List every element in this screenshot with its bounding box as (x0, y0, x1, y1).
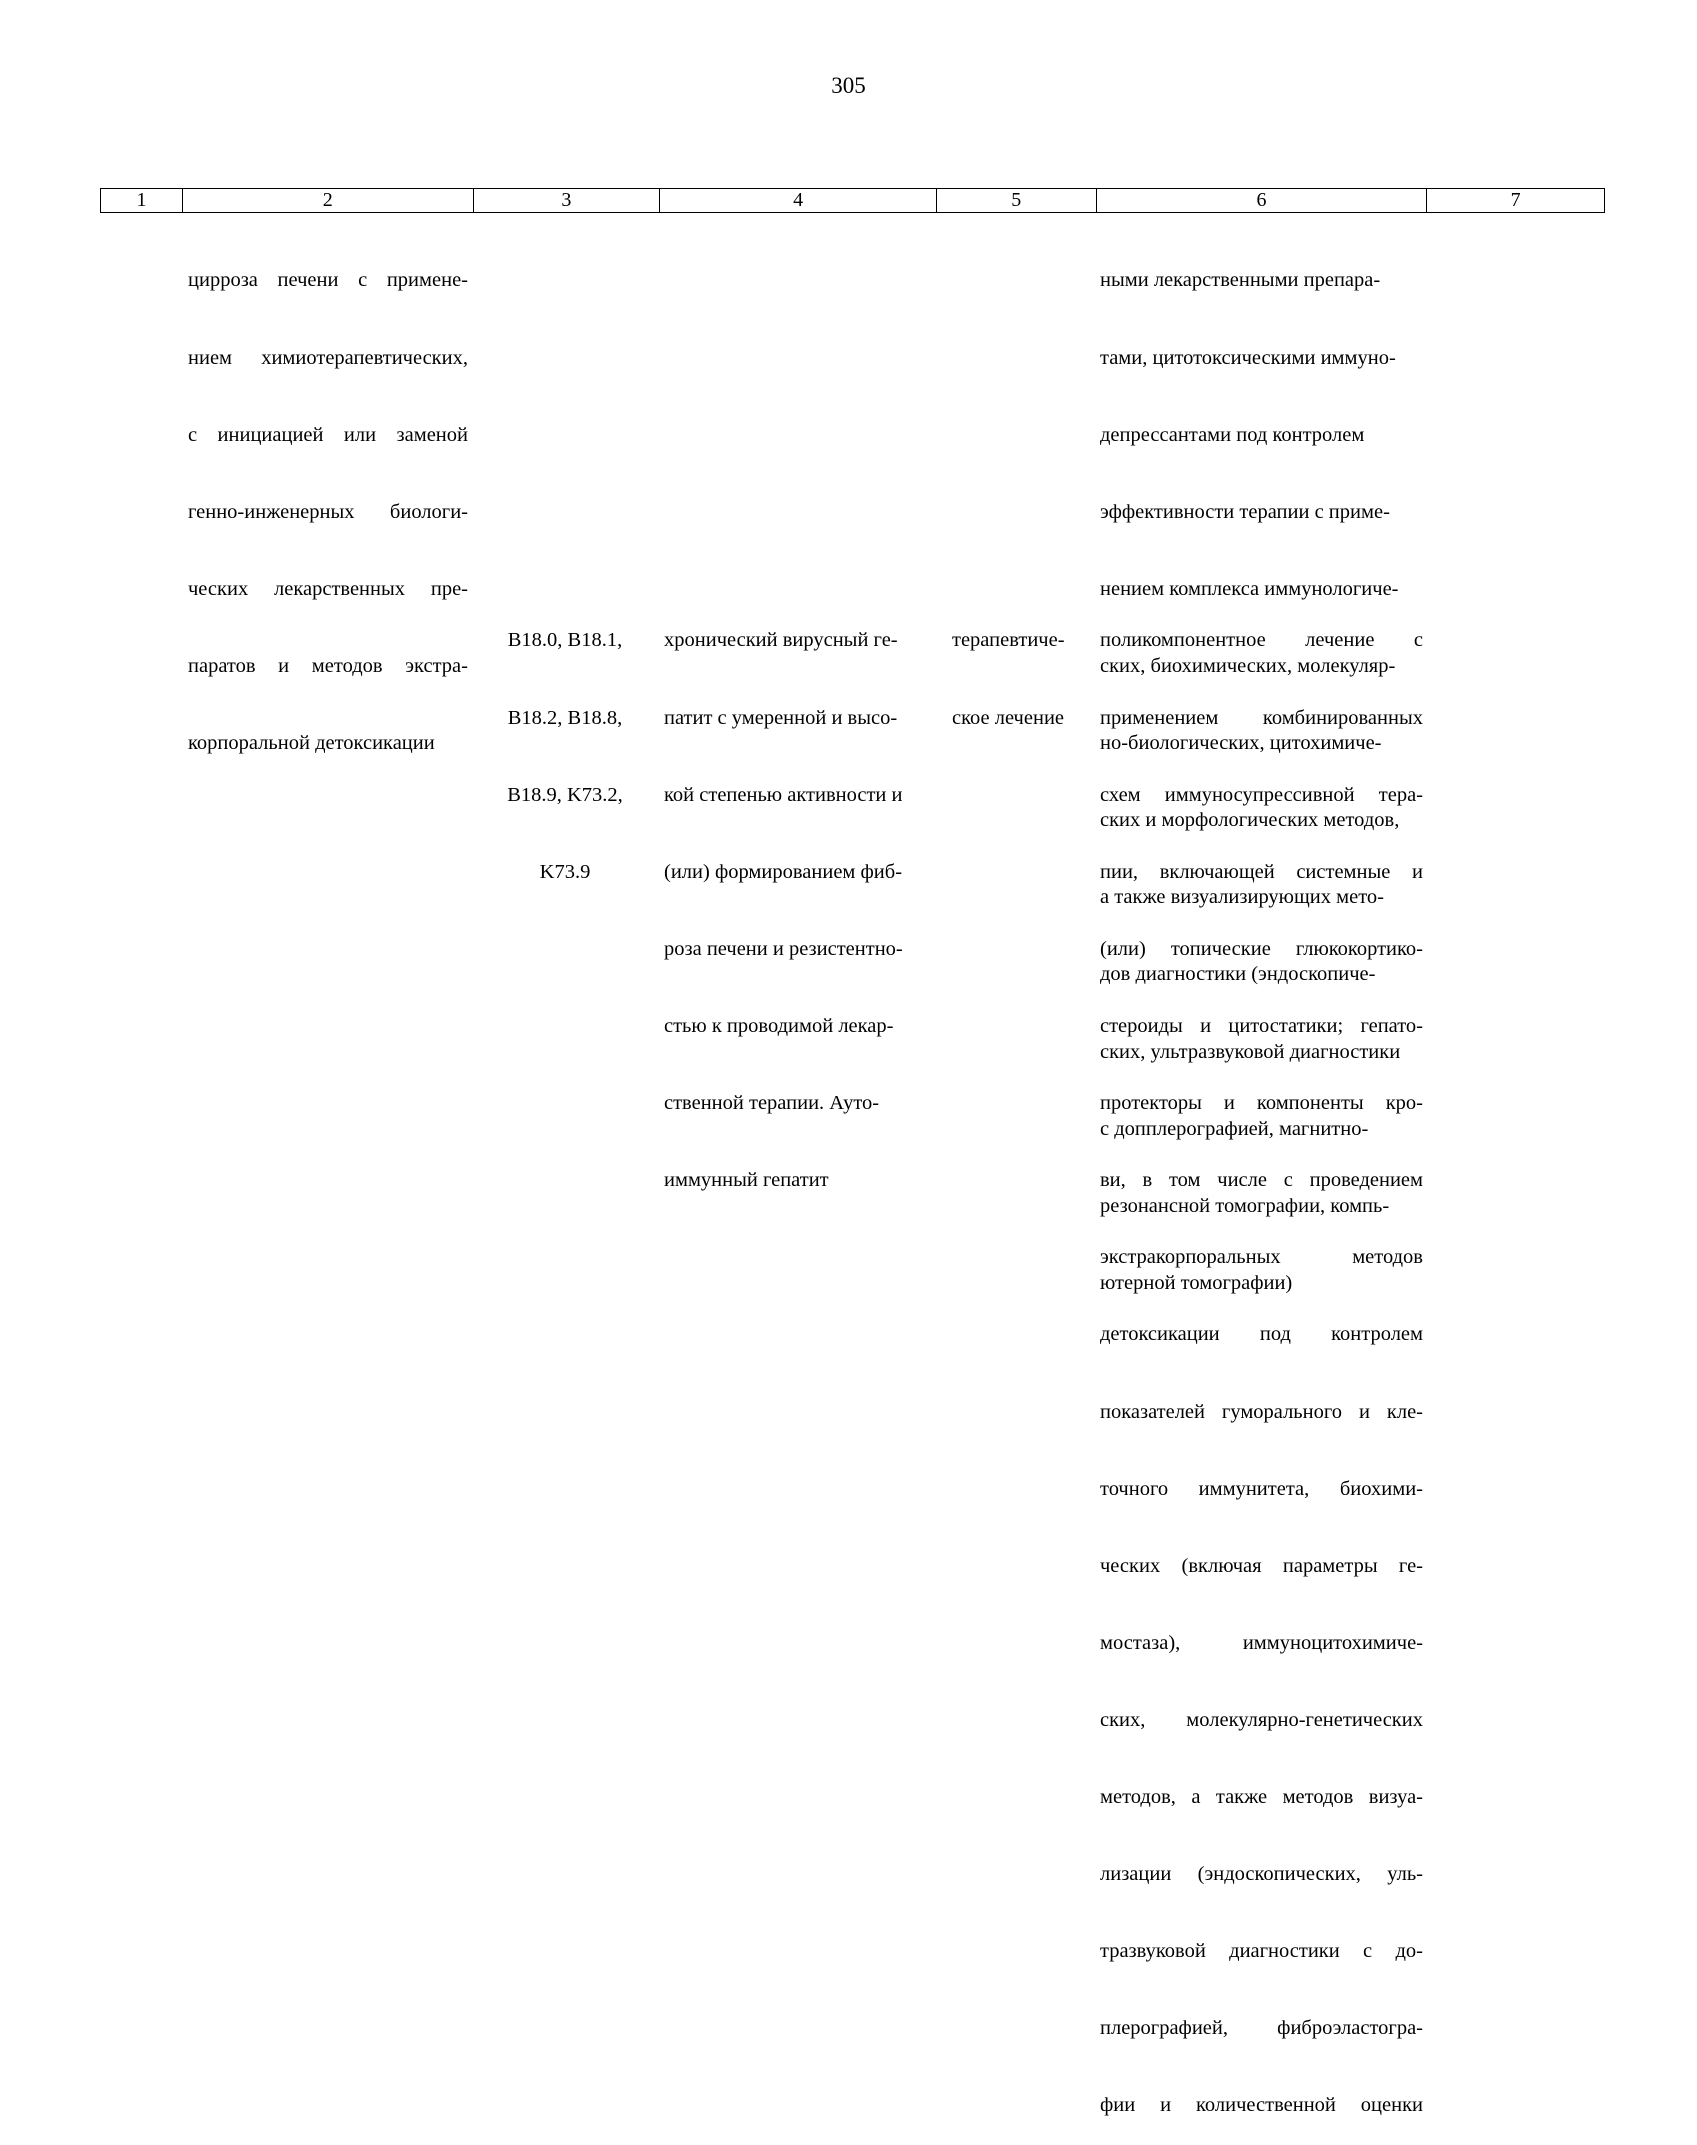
text-line: ских и морфологических методов, (1100, 809, 1400, 832)
text-line: дов диагностики (эндоскопиче- (1100, 963, 1376, 986)
text-line: детоксикации под контролем (1100, 1323, 1423, 1346)
text-line: B18.9, K73.2, (507, 783, 623, 806)
text-line: терапевтиче- (952, 629, 1065, 652)
column-header-5: 5 (937, 189, 1097, 212)
text-line: ви, в том числе с проведением (1100, 1169, 1423, 1192)
text-line: B18.2, B18.8, (507, 706, 623, 729)
text-line: иммунный гепатит (664, 1169, 829, 1192)
text-line: но-биологических, цитохимиче- (1100, 732, 1382, 755)
text-line: роза печени и резистентно- (664, 937, 903, 960)
text-line: ными лекарственными препара- (1100, 269, 1381, 292)
text-line: показателей гуморального и кле- (1100, 1400, 1423, 1423)
text-line: ческих (включая параметры ге- (1100, 1554, 1423, 1577)
text-line: (или) топические глюкокортико- (1100, 937, 1423, 960)
text-line: цирроза печени с примене- (188, 269, 468, 292)
text-line: корпоральной детоксикации (188, 732, 435, 755)
text-line: фии и количественной оценки (1100, 2094, 1423, 2117)
text-line: с инициацией или заменой (188, 423, 468, 446)
text-line: плерографией, фиброэластогра- (1100, 2017, 1423, 2040)
column-header-6: 6 (1097, 189, 1428, 212)
text-line: тами, цитотоксическими иммуно- (1100, 346, 1396, 369)
cell-col4-diagnosis (664, 577, 932, 1220)
column-header-1: 1 (101, 189, 183, 212)
text-line: поликомпонентное лечение с (1100, 629, 1423, 652)
text-line: ческих лекарственных пре- (188, 577, 468, 600)
text-line: стью к проводимой лекар- (664, 1014, 894, 1037)
text-line: стероиды и цитостатики; гепато- (1100, 1014, 1423, 1037)
text-line: методов, а также методов визуа- (1100, 1786, 1423, 1809)
text-line: лизации (эндоскопических, уль- (1100, 1863, 1423, 1886)
text-line: мостаза), иммуноцитохимиче- (1100, 1631, 1423, 1654)
column-header-3: 3 (474, 189, 661, 212)
text-line: точного иммунитета, биохими- (1100, 1477, 1423, 1500)
table-header-row (100, 188, 1605, 213)
text-line: ственной терапии. Ауто- (664, 1092, 880, 1115)
text-line: нием химиотерапевтических, (188, 346, 468, 369)
text-line: ских, ультразвуковой диагностики (1100, 1040, 1401, 1063)
text-line: тразвуковой диагностики с до- (1100, 1940, 1423, 1963)
cell-col5-treatment-type (952, 577, 1102, 757)
text-line: применением комбинированных (1100, 706, 1423, 729)
text-line: паратов и методов экстра- (188, 654, 468, 677)
text-line: схем иммуносупрессивной тера- (1100, 783, 1423, 806)
column-header-2: 2 (183, 189, 474, 212)
text-line: ютерной томографии) (1100, 1271, 1293, 1294)
text-line: а также визуализирующих мето- (1100, 886, 1384, 909)
column-header-4: 4 (660, 189, 937, 212)
text-line: экстракорпоральных методов (1100, 1246, 1423, 1269)
text-line: ское лечение (952, 706, 1065, 729)
text-line: нением комплекса иммунологиче- (1100, 577, 1399, 600)
cell-col3-icd-codes (490, 577, 640, 911)
text-line: K73.9 (539, 860, 591, 883)
text-line: B18.0, B18.1, (507, 629, 623, 652)
text-line: резонансной томографии, компь- (1100, 1194, 1390, 1217)
text-line: ских, биохимических, молекуляр- (1100, 654, 1396, 677)
page-number: 305 (831, 73, 866, 98)
text-line: патит с умеренной и высо- (664, 706, 898, 729)
text-line: кой степенью активности и (664, 783, 903, 806)
text-line: (или) формированием фиб- (664, 860, 903, 883)
column-header-7: 7 (1510, 189, 1521, 211)
cell-col6-treatment-method (1100, 577, 1423, 2145)
text-line: ских, молекулярно-генетических (1100, 1708, 1423, 1731)
text-line: пии, включающей системные и (1100, 860, 1423, 883)
cell-col2-continuation (188, 217, 468, 782)
text-line: депрессантами под контролем (1100, 423, 1365, 446)
text-line: генно-инженерных биологи- (188, 500, 468, 523)
text-line: эффективности терапии с приме- (1100, 500, 1390, 523)
text-line: с допплерографией, магнитно- (1100, 1117, 1369, 1140)
text-line: хронический вирусный ге- (664, 629, 898, 652)
text-line: протекторы и компоненты кро- (1100, 1092, 1423, 1115)
